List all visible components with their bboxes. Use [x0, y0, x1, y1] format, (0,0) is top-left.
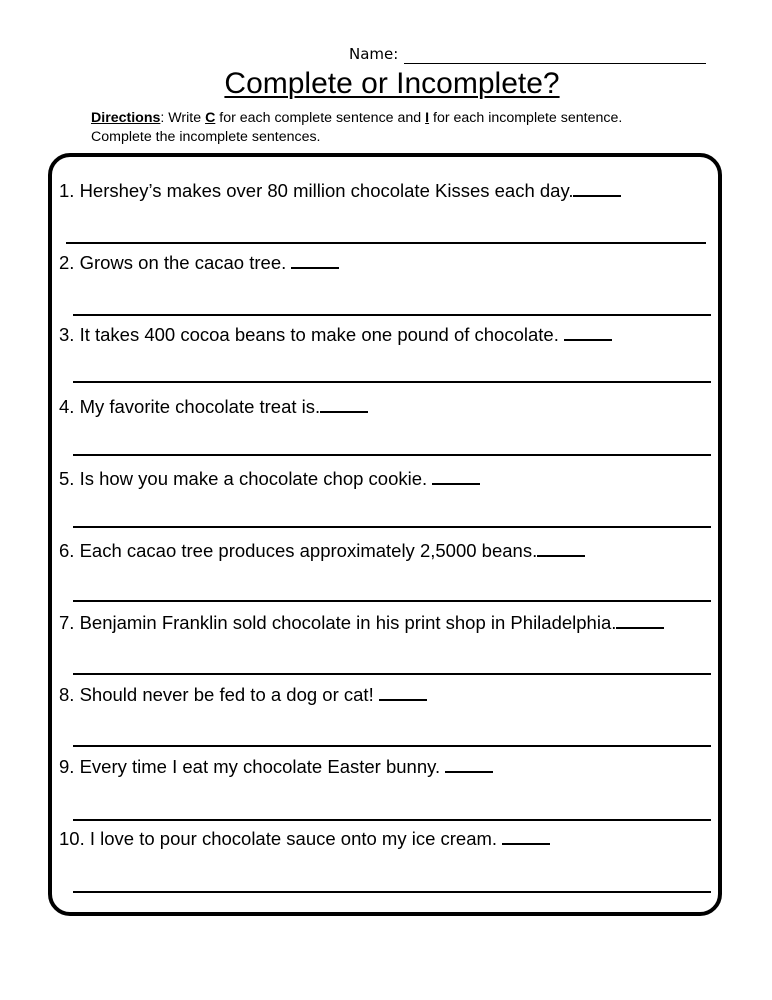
- page-title: Complete or Incomplete?: [224, 67, 560, 100]
- answer-blank[interactable]: [502, 825, 550, 845]
- answer-line[interactable]: [66, 242, 706, 244]
- question-2: [59, 249, 339, 275]
- question-text: 3. It takes 400 cocoa beans to make one pound of chocolate.: [59, 324, 564, 345]
- question-4: [59, 393, 368, 419]
- question-text: 8. Should never be fed to a dog or cat!: [59, 684, 379, 705]
- directions-label: Directions: [91, 110, 161, 126]
- answer-blank[interactable]: [616, 609, 664, 629]
- answer-line[interactable]: [73, 600, 711, 602]
- answer-line[interactable]: [73, 819, 711, 821]
- question-5: [59, 465, 480, 491]
- question-text: 2. Grows on the cacao tree.: [59, 252, 292, 273]
- name-input-line[interactable]: [404, 46, 706, 64]
- question-text: 10. I love to pour chocolate sauce onto my ice cream.: [59, 828, 503, 849]
- directions-line-2: Complete the incomplete sentences.: [91, 129, 321, 145]
- answer-blank[interactable]: [537, 537, 585, 557]
- question-text: 5. Is how you make a chocolate chop cookie.: [59, 468, 433, 489]
- answer-blank[interactable]: [320, 393, 368, 413]
- directions-text-1: : Write: [160, 110, 206, 126]
- directions: [91, 109, 691, 147]
- question-3: [59, 321, 612, 347]
- answer-line[interactable]: [73, 891, 711, 893]
- answer-blank[interactable]: [445, 753, 493, 773]
- answer-blank[interactable]: [291, 249, 339, 269]
- answer-line[interactable]: [73, 745, 711, 747]
- answer-line[interactable]: [73, 673, 711, 675]
- question-text: 7. Benjamin Franklin sold chocolate in his print shop in Philadelphia.: [59, 612, 617, 633]
- question-8: [59, 681, 427, 707]
- question-6: [59, 537, 585, 563]
- answer-line[interactable]: [73, 526, 711, 528]
- question-10: [59, 825, 550, 851]
- letter-c: C: [205, 110, 216, 126]
- question-text: 4. My favorite chocolate treat is.: [59, 396, 321, 417]
- answer-line[interactable]: [73, 381, 711, 383]
- name-label: Name:: [349, 45, 399, 63]
- directions-text-3: for each incomplete sentence.: [429, 110, 623, 126]
- answer-blank[interactable]: [432, 465, 480, 485]
- answer-line[interactable]: [73, 314, 711, 316]
- answer-blank[interactable]: [573, 177, 621, 197]
- answer-blank[interactable]: [379, 681, 427, 701]
- directions-text-2: for each complete sentence and: [215, 110, 426, 126]
- question-text: 1. Hershey’s makes over 80 million chocolate Kisses each day.: [59, 180, 574, 201]
- question-1: [59, 177, 621, 203]
- answer-blank[interactable]: [564, 321, 612, 341]
- question-7: [59, 609, 664, 635]
- question-text: 9. Every time I eat my chocolate Easter bunny.: [59, 756, 446, 777]
- answer-line[interactable]: [73, 454, 711, 456]
- question-9: [59, 753, 493, 779]
- question-text: 6. Each cacao tree produces approximately 2,5000 beans.: [59, 540, 538, 561]
- name-field-row: [349, 44, 706, 64]
- letter-i: I: [425, 110, 430, 126]
